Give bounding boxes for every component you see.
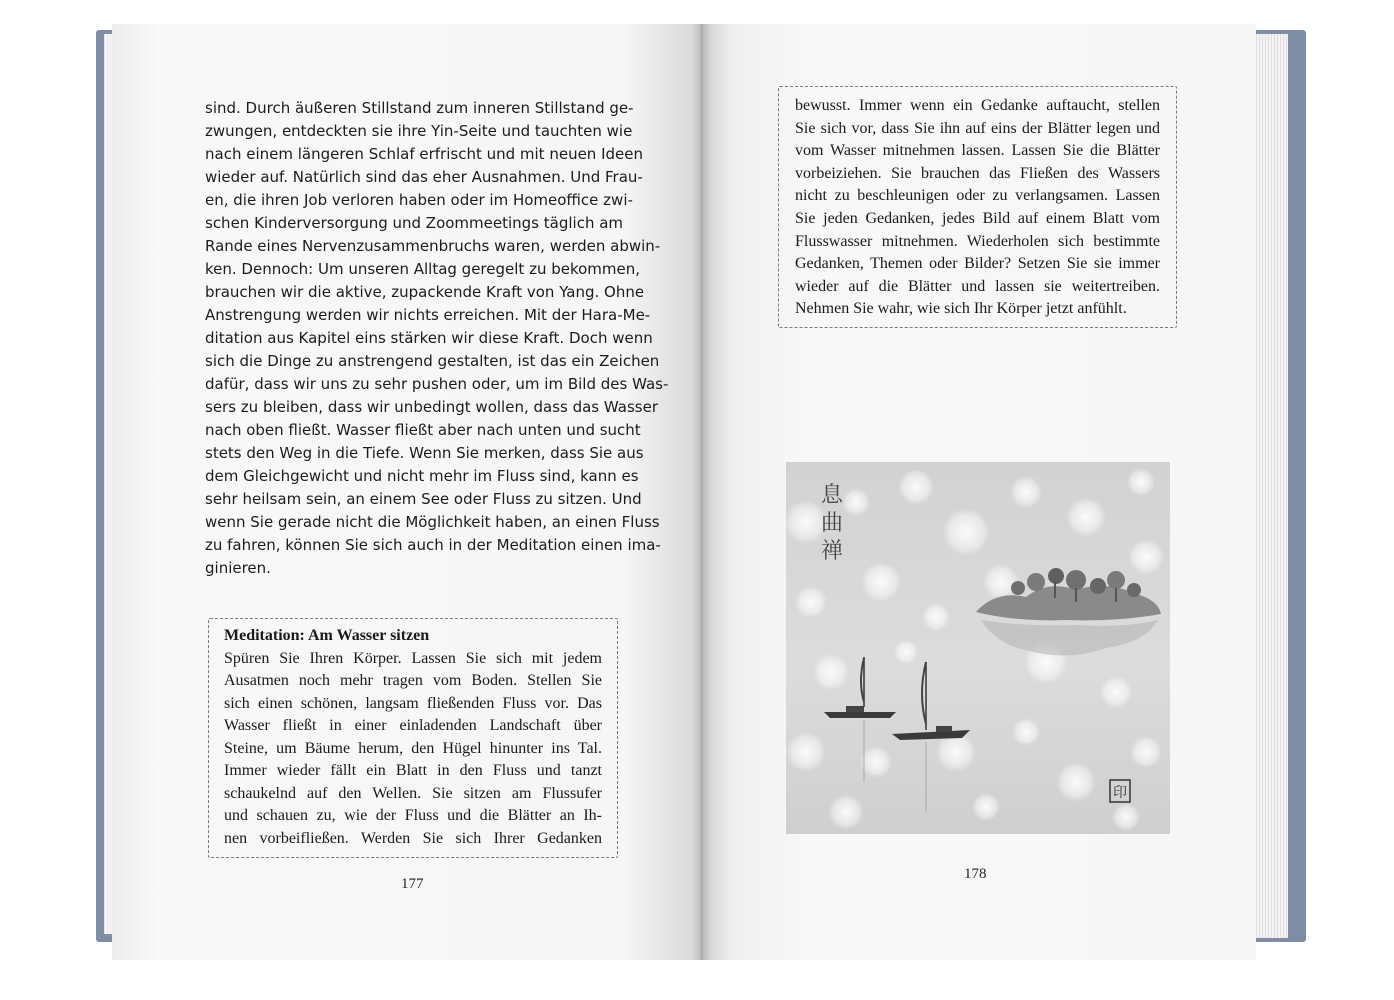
paragraph-line: brauchen wir die aktive, zupackende Kraft von Yang. Ohne: [205, 283, 645, 301]
paragraph-line: ditation aus Kapitel eins stärken wir diese Kraft. Doch wenn: [205, 329, 653, 347]
paragraph-line: sehr heilsam sein, an einem See oder Fluss zu sitzen. Und: [205, 490, 642, 508]
paragraph-line: sers zu bleiben, dass wir unbedingt wollen, dass das Wasser: [205, 398, 658, 416]
box-line: Sie sich vor, dass Sie ihn auf eins der Blätter legen und: [795, 119, 1160, 137]
paragraph-line: ginieren.: [205, 559, 271, 577]
box-line: Nehmen Sie wahr, wie sich Ihr Körper jetzt anfühlt.: [795, 300, 1127, 318]
box-line: Sie jeden Gedanken, jedes Bild auf einem Blatt vom: [795, 209, 1160, 227]
paragraph-line: schen Kinderversorgung und Zoommeetings täglich am: [205, 214, 624, 232]
box-line: Steine, um Bäume herum, den Hügel hinunter ins Tal.: [224, 739, 602, 757]
box-line: nicht zu beschleunigen oder zu verlangsamen. Lassen: [795, 187, 1160, 205]
calligraphy-char-1: 息: [820, 483, 844, 508]
left-page-paragraph: [205, 97, 669, 580]
paragraph-line: dafür, dass wir uns zu sehr pushen oder, um im Bild des Was-: [205, 375, 669, 393]
box-line: und schauen zu, wie der Fluss und die Blätter an Ih-: [224, 807, 602, 824]
meditation-box-continued: [778, 86, 1177, 328]
box-line: Ausatmen noch mehr tragen vom Boden. Stellen Sie: [224, 672, 602, 689]
ink-landscape-illustration: [786, 462, 1170, 834]
paragraph-line: dem Gleichgewicht und nicht mehr im Fluss sind, kann es: [205, 467, 639, 485]
box-line: nen vorbeifließen. Werden Sie sich Ihrer Gedanken: [224, 829, 602, 847]
calligraphy-char-2: 曲: [820, 511, 844, 536]
paragraph-line: Anstrengung werden wir nichts erreichen. Mit der Hara-Me-: [205, 306, 651, 324]
calligraphy-char-3: 禅: [820, 539, 844, 564]
book-gutter: [692, 24, 712, 960]
paragraph-line: sich die Dinge zu anstrengend gestalten, ist das ein Zeichen: [205, 352, 660, 370]
paragraph-line: wenn Sie gerade nicht die Möglichkeit haben, an einen Fluss: [205, 513, 660, 531]
box-line: vorbeiziehen. Sie brauchen das Fließen des Wassers: [795, 164, 1160, 182]
paragraph-line: Rande eines Nervenzusammenbruchs waren, werden abwin-: [205, 237, 661, 255]
paragraph-line: nach oben fließt. Wasser fließt aber nach unten und sucht: [205, 421, 641, 439]
paragraph-line: stets den Weg in die Tiefe. Wenn Sie merken, dass Sie aus: [205, 444, 644, 462]
paragraph-line: ken. Dennoch: Um unseren Alltag geregelt zu bekommen,: [205, 260, 641, 278]
box-line: Spüren Sie Ihren Körper. Lassen Sie sich mit jedem: [224, 649, 602, 667]
paragraph-line: en, die ihren Job verloren haben oder im Homeoffice zwi-: [205, 191, 633, 209]
box-line: bewusst. Immer wenn ein Gedanke auftaucht, stellen: [795, 97, 1160, 114]
paragraph-line: zwungen, entdeckten sie ihre Yin-Seite und tauchten wie: [205, 122, 633, 140]
box-line: sich einen schönen, langsam fließenden Fluss vor. Das: [224, 694, 602, 712]
box-line: Gedanken, Themen oder Bilder? Setzen Sie sie immer: [795, 255, 1160, 273]
paragraph-line: zu fahren, können Sie sich auch in der Meditation einen ima-: [205, 536, 661, 554]
seal-char: 印: [1113, 785, 1127, 801]
box-line: vom Wasser mitnehmen lassen. Lassen Sie die Blätter: [795, 142, 1160, 160]
page-number-right: 178: [964, 866, 987, 882]
box-line: Flusswasser mitnehmen. Wiederholen sich bestimmte: [795, 232, 1160, 250]
paragraph-line: nach einem längeren Schlaf erfrischt und mit neuen Ideen: [205, 145, 643, 163]
box-line: Wasser fließt in einer einladenden Landschaft über: [224, 717, 602, 734]
box-line: wieder auf die Blätter und lassen sie weitertreiben.: [795, 277, 1160, 295]
meditation-title: Meditation: Am Wasser sitzen: [224, 627, 430, 644]
box-line: Immer wieder fällt ein Blatt in den Fluss und tanzt: [224, 762, 602, 779]
page-number-left: 177: [401, 876, 424, 892]
paragraph-line: sind. Durch äußeren Stillstand zum inneren Stillstand ge-: [205, 99, 634, 117]
paragraph-line: wieder auf. Natürlich sind das eher Ausnahmen. Und Frau-: [205, 168, 643, 186]
box-line: schaukelnd auf den Wellen. Sie sitzen am Flussufer: [224, 784, 602, 802]
meditation-box: [208, 618, 618, 858]
